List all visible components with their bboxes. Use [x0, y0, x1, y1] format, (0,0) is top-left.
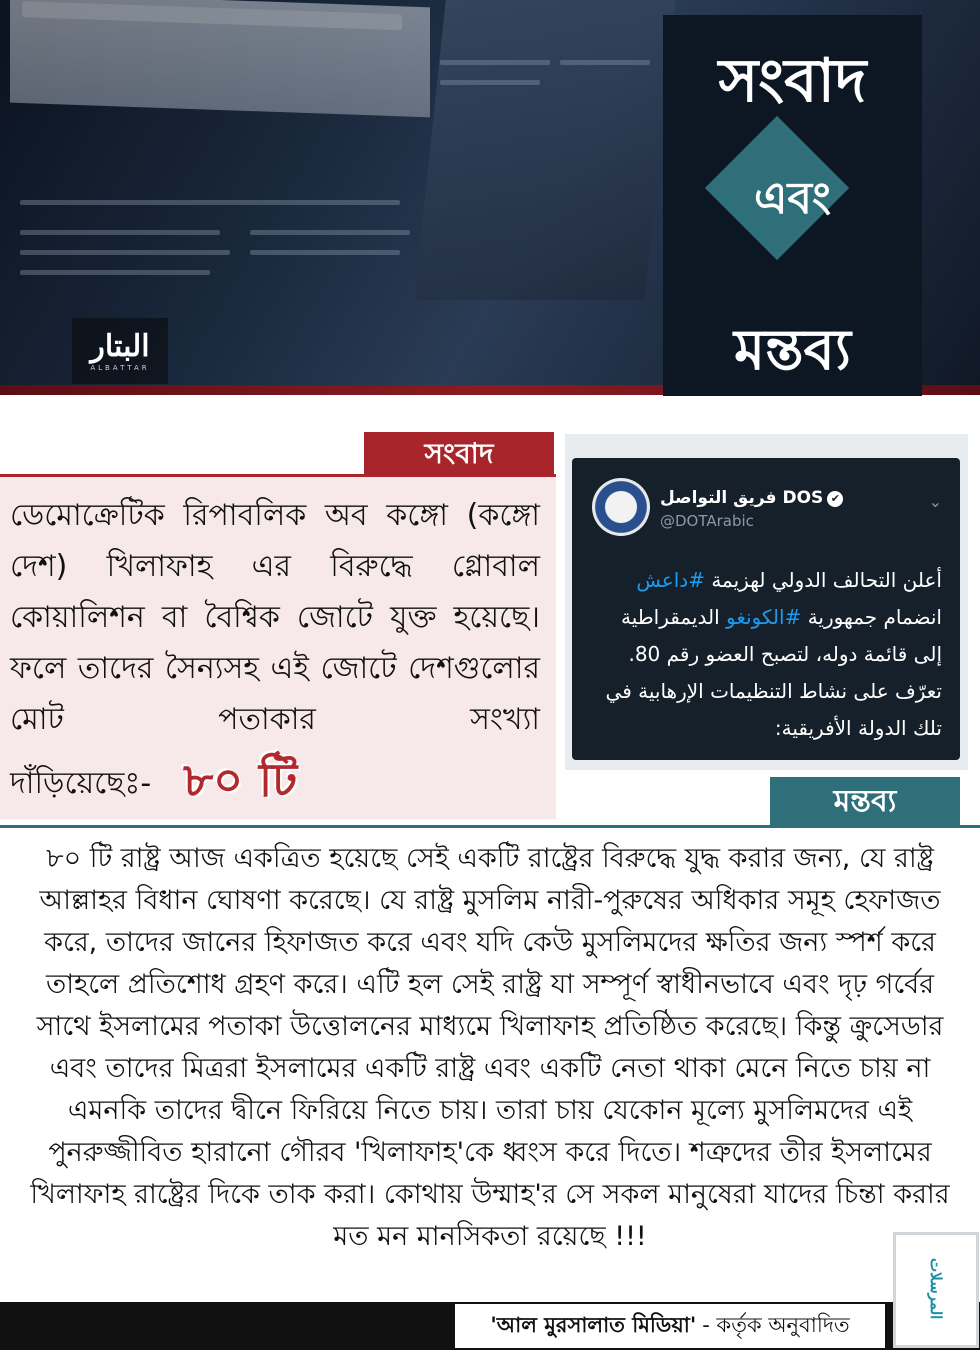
comment-text: ৮০ টি রাষ্ট্র আজ একত্রিত হয়েছে সেই একটি রাষ্ট্রের বিরুদ্ধে যুদ্ধ করার জন্য, যে রাষ্ট্র আল্লাহর বিধান ঘোষণা করেছে। যে রাষ্ট্র মুসলিম নারী-পুরুষের অধিকার সমূহ হেফাজত করে, তাদের জানের হিফাজত করে এবং যদি কেউ মুসলিমদের ক্ষতির জন্য স্পর্শ করে তাহলে প্রতিশোধ গ্রহণ করে। এটি হল সেই রাষ্ট্র যা সম্পূর্ণ স্বাধীনভাবে এবং দৃঢ় গর্বের সাথে ইসলামের পতাকা উত্তোলনের মাধ্যমে খিলাফাহ প্রতিষ্ঠিত করেছে। কিন্তু ক্রুসেডার এবং তাদের মিত্ররা ইসলামের একটি রাষ্ট্র এবং একটি নেতা থাকা মেনে নিতে চায় না এমনকি তাদের দ্বীনে ফিরিয়ে নিতে চায়। তারা চায় যেকোন মূল্যে মুসলিমদের এই পুনরুজ্জীবিত হারানো গৌরব 'খিলাফাহ'কে ধ্বংস করে দিতে। শত্রুদের তীর ইসলামের খিলাফাহ রাষ্ট্রের দিকে তাক করা। কোথায় উম্মাহ'র সে সকল মানুষেরা যাদের চিন্তা করার মত মন মানসিকতা রয়েছে !!! [30, 843, 950, 1252]
state-department-seal-icon [592, 478, 650, 536]
comment-divider [0, 825, 980, 828]
decorative-line [20, 230, 220, 235]
title-comment: মন্তব্য [733, 317, 852, 383]
comment-tab: মন্তব্য [770, 777, 960, 827]
news-count-prefix: দাঁড়িয়েছেঃ- [10, 765, 152, 801]
decorative-line [20, 250, 230, 255]
decorative-line [250, 250, 400, 255]
tweet-card [572, 458, 960, 760]
title-and: এবং [754, 173, 831, 224]
tweet-text-part: الديمقراطية إلى قائمة دوله، لتصبح العضو رقم 80. تعرّف على نشاط التنظيمات الإرهابية في تلك الدولة الأفريقية: [605, 605, 942, 740]
chevron-down-icon[interactable]: ⌄ [928, 492, 942, 511]
decorative-line [250, 230, 410, 235]
browser-bar-image [22, 1, 402, 30]
hashtag-link[interactable]: #داعش [636, 568, 705, 592]
credit-suffix: - কর্তৃক অনুবাদিত [702, 1312, 850, 1337]
background-newspaper-image [414, 0, 676, 300]
decorative-line [560, 60, 650, 65]
tweet-text-part: أعلن التحالف الدولي لهزيمة [704, 568, 942, 592]
logo-latin-text: ALBATTAR [90, 364, 150, 372]
tweet-account-name [660, 488, 843, 508]
logo-arabic-text: البتار [90, 329, 150, 364]
decorative-line [20, 270, 210, 275]
decorative-line [20, 200, 400, 205]
news-tab: সংবাদ [364, 432, 554, 476]
news-flag-count: ৮০ টি [183, 753, 298, 807]
tweet-body [594, 562, 942, 747]
news-text: ডেমোক্রেটিক রিপাবলিক অব কঙ্গো (কঙ্গো দেশ) খিলাফাহ এর বিরুদ্ধে গ্লোবাল কোয়ালিশন বা বৈশ্বিক জোটে যুক্ত হয়েছে। ফলে তাদের সৈন্যসহ এই জোটে দেশগুলোর মোট পতাকার সংখ্যা [10, 498, 540, 737]
hashtag-link[interactable]: #الكونغو [726, 605, 802, 629]
news-last-line [10, 753, 550, 812]
al-mursalat-logo [893, 1232, 979, 1348]
albattar-logo [72, 318, 168, 384]
tweet-handle: @DOTArabic [660, 512, 754, 530]
verified-icon: ✔ [827, 491, 843, 507]
footer-credit [455, 1304, 885, 1348]
title-news: সংবাদ [718, 46, 867, 116]
decorative-line [440, 80, 540, 85]
background-screen-image [10, 0, 430, 117]
tweet-text-part: انضمام جمهورية [801, 605, 942, 629]
title-panel [663, 15, 922, 396]
tweet-account-name-text: فريق التواصل DOS [660, 488, 824, 508]
media-name: 'আল মুরসালাত মিডিয়া' [490, 1312, 697, 1337]
decorative-line [440, 60, 550, 65]
logo-mark-text: المرسلات [927, 1258, 945, 1320]
